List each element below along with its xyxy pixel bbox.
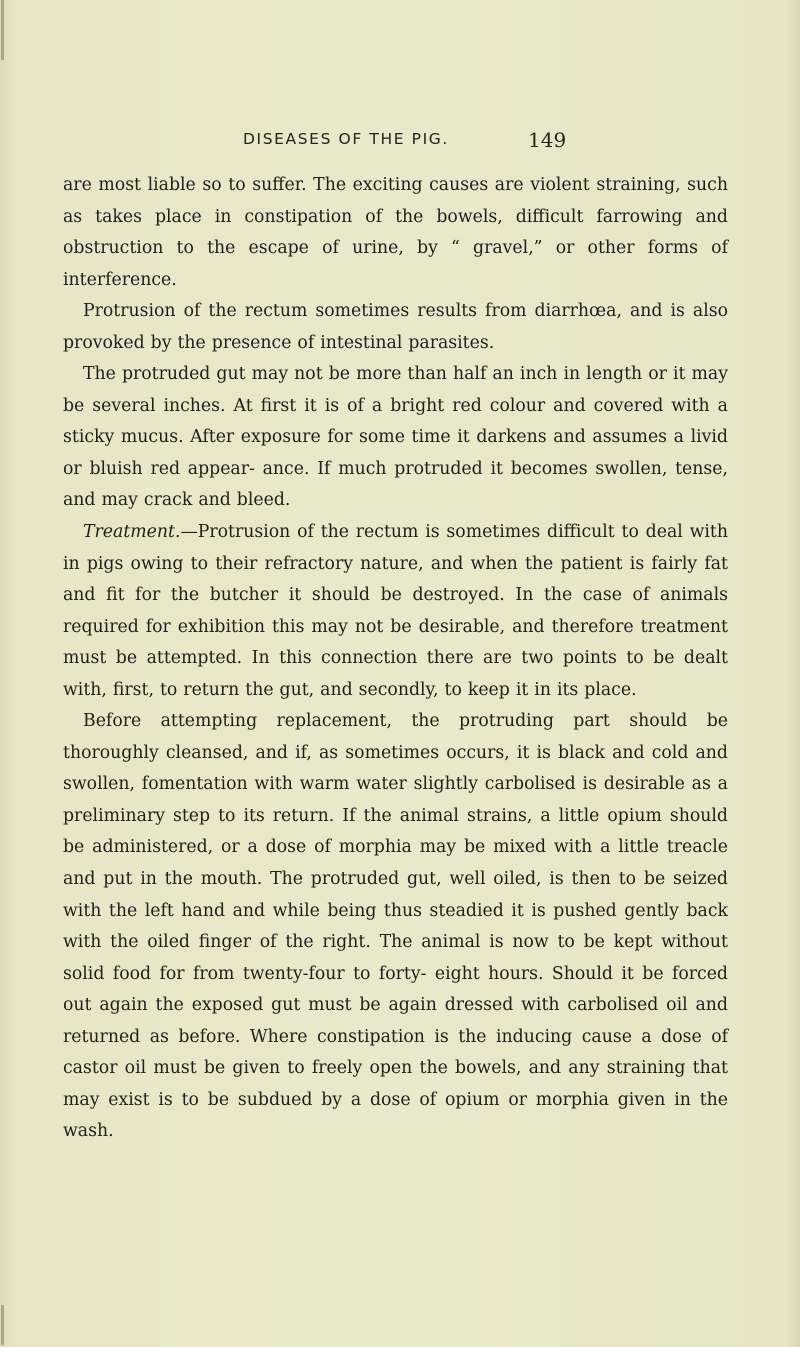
paragraph-4-text: —Protrusion of the rectum is sometimes difficult to deal with in pigs owing to their refractory nature, and when the patient is fairly fat and fit for the butcher it should be destroyed. In the case of animals required for exhibition this may not be desirable, and therefore treatment must be attempted. In this connection there are two points to be dealt with, first, to return the gut, and secondly, to keep it in its place. xyxy=(63,522,728,700)
treatment-heading: Treatment. xyxy=(83,522,181,543)
page-number: 149 xyxy=(528,128,567,152)
running-header xyxy=(0,128,800,158)
page-edge-mark xyxy=(1,1305,4,1345)
page-edge-mark xyxy=(1,0,4,60)
body-text xyxy=(63,170,728,1148)
paragraph-5: Before attempting replacement, the protruding part should be thoroughly cleansed, and if, as sometimes occurs, it is black and cold and swollen, fomentation with warm water slightly carbolised is desirable as a preliminary step to its return. If the animal strains, a little opium should be administered, or a dose of morphia may be mixed with a little treacle and put in the mouth. The protruded gut, well oiled, is then to be seized with the left hand and while being thus steadied it is pushed gently back with the oiled finger of the right. The animal is now to be kept without solid food for from twenty-four to forty- eight hours. Should it be forced out again the exposed gut must be again dressed with carbolised oil and returned as before. Where constipation is the inducing cause a dose of castor oil must be given to freely open the bowels, and any straining that may exist is to be subdued by a dose of opium or morphia given in the wash. xyxy=(63,711,728,1142)
paragraph-1: are most liable so to suffer. The exciting causes are violent straining, such as takes place in constipation of the bowels, difficult farrowing and obstruction to the escape of urine, by “ gravel,” or other forms of interference. xyxy=(63,175,728,290)
paragraph-4 xyxy=(63,517,728,706)
running-title: DISEASES OF THE PIG. xyxy=(243,130,449,148)
paragraph-3: The protruded gut may not be more than half an inch in length or it may be several inches. At first it is of a bright red colour and covered with a sticky mucus. After exposure for some time it darkens and assumes a livid or bluish red appear- ance. If much protruded it becomes swollen, tense, and may crack and bleed. xyxy=(63,364,728,511)
paragraph-2: Protrusion of the rectum sometimes results from diarrhœa, and is also provoked by the presence of intestinal parasites. xyxy=(63,301,728,353)
